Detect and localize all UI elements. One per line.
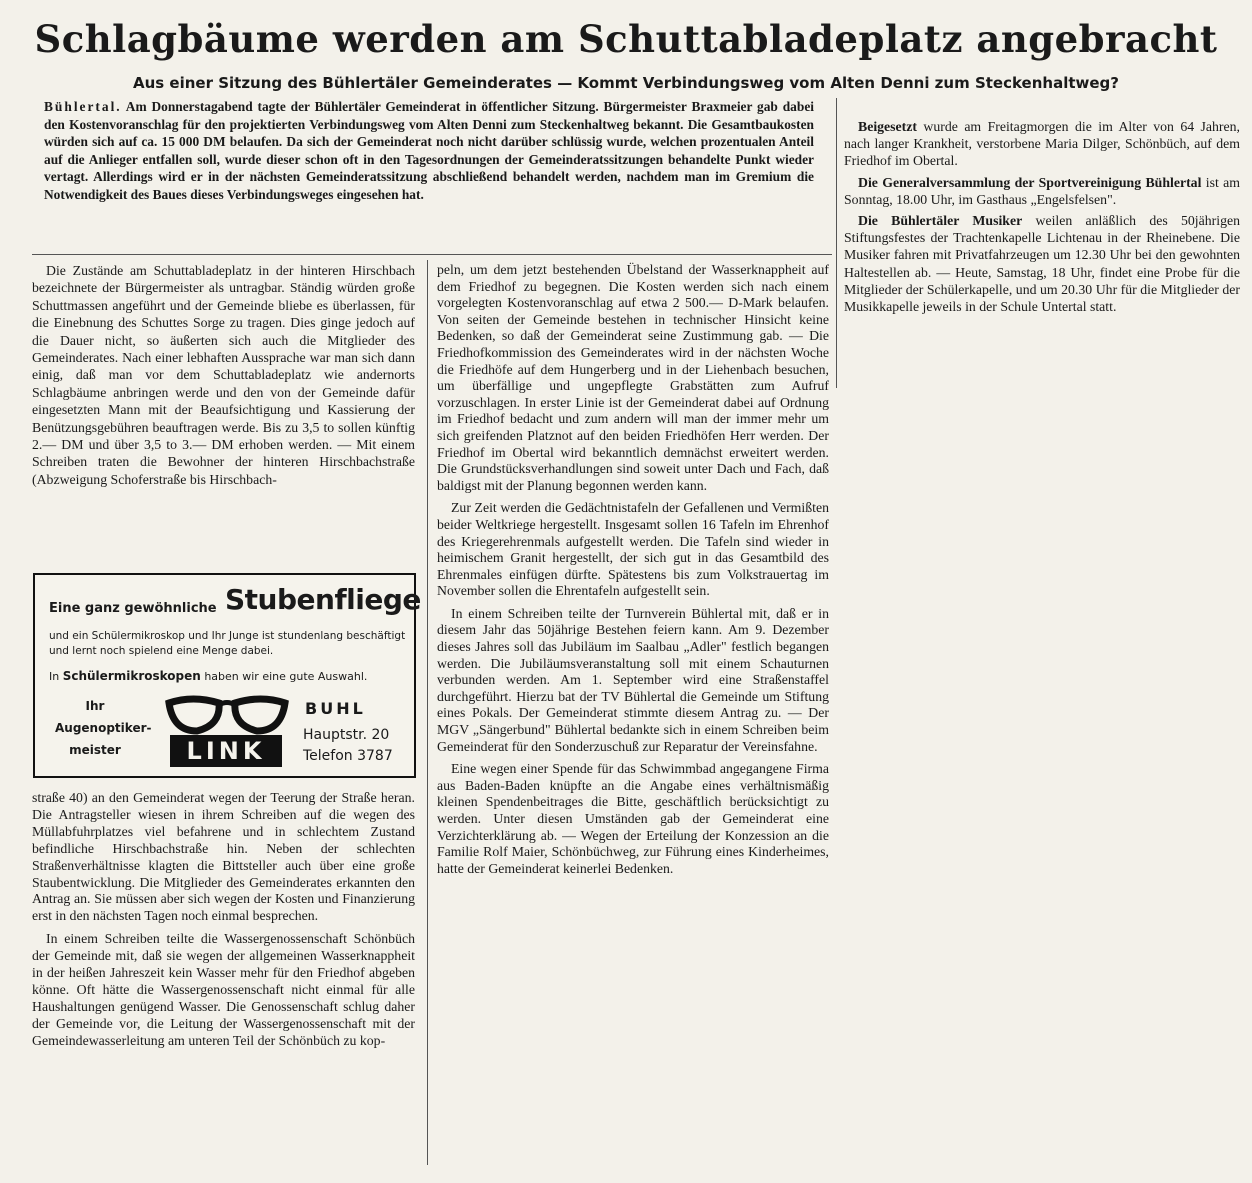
paragraph-text: wurde am Freitagmorgen die im Alter von 64 Jahren, nach langer Krankheit, verstorbene Maria Dilger, Schönbüch, auf dem Friedhof im Obertal. <box>844 119 1240 169</box>
advertisement <box>33 573 421 778</box>
paragraph: Eine wegen einer Spende für das Schwimmbad angegangene Firma aus Baden-Baden knüpfte an die Angabe eines verhältnismäßig kleinen Spendenbeitrages die Bitte, geschäftlich berücksichtigt zu werden. Unter diesen Umständen gab der Gemeinderat eine Verzichterklärung ab. — Wegen der Erteilung der Konzession an die Familie Rolf Maier, Schönbüchweg, zur Führung eines Kinderheimes, hatte der Gemeinderat keinerlei Bedenken. <box>437 761 829 876</box>
paragraph: In einem Schreiben teilte der Turnverein Bühlertal mit, daß er in diesem Jahr das 50jährige Bestehen feiern kann. Am 9. Dezember dieses Jahres soll das Jubiläum im Saalbau „Adler" festlich begangen werden. Die Jubiläumsveranstaltung soll mit einem Schauturnen verbunden werden. Am 1. September wird eine Straßenstaffel durchgeführt. Hierzu bat der TV Bühlertal die Gemeinde um Stiftung eines Pokals. Der Gemeinderat stimmte diesem Antrag zu. — Der MGV „Sängerbund" Bühlertal bedankte sich in einem Schreiben beim Gemeinderat für den Sonderzuschuß zur Reparatur der Vereinsfahne. <box>437 605 829 754</box>
paragraph-text: ist am Sonntag, 18.00 Uhr, im Gasthaus „Engelsfelsen". <box>844 174 1240 207</box>
paragraph-lead: Beigesetzt <box>858 119 917 134</box>
paragraph: straße 40) an den Gemeinderat wegen der Teerung der Straße heran. Die Antragsteller wiesen in ihrem Schreiben auf die wegen des Müllabfuhrplatzes viel befahrene und in schlechtem Zustand befindliche Hirschbachstraße hin. Neben der schlechten Straßenverhältnisse klagten die Bittsteller auch über eine große Staubentwicklung. Die Mitglieder des Gemeinderates erkannten den Antrag an. Sie müssen aber sich wegen der Kosten und Finanzierung erst in den nächsten Tagen noch einmal besprechen. <box>32 790 415 924</box>
paragraph: In einem Schreiben teilte die Wassergenossenschaft Schönbüch der Gemeinde mit, daß sie wegen der allgemeinen Wasserknappheit in der heißen Jahreszeit kein Wasser mehr für den Friedhof abgeben könne. Oft hätte die Wassergenossenschaft nicht einmal für alle Haushaltungen genügend Wasser. Die Genossenschaft schlug daher der Gemeinde vor, die Leitung der Wassergenossenschaft mit der Gemeindewasserleitung am unteren Teil der Schönbüch zu kop- <box>32 931 415 1048</box>
ad-in: In <box>49 670 60 683</box>
ad-your: Ihr <box>85 699 105 713</box>
column-2 <box>437 262 829 1167</box>
lead-text: Am Donnerstagabend tagte der Bühlertäler Gemeinderat in öffentlicher Sitzung. Bürgermeister Braxmeier gab dabei den Kostenvoranschlag für den projektierten Verbindungsweg vom Alten Denni zum Steckenhaltweg bekannt. Die Gesamtbaukosten würden sich auf ca. 15 000 DM belaufen. Da sich der Gemeinderat noch nicht darüber schlüssig wurde, welchen prozentualen Anteil auf die Anlieger entfallen soll, wurde dieser schon oft in den Tagesordnungen der Gemeinderatssitzungen behandelte Punkt wieder vertagt. Allerdings wird er in der nächsten Gemeinderatssitzung abschließend behandelt werden, nachdem man im Gremium die Notwendigkeit des Baues dieses Verbindungsweges eingesehen hat. <box>44 99 814 202</box>
paragraph-text: weilen anläßlich des 50jährigen Stiftungsfestes der Trachtenkapelle Lichtenau in der Rheinebene. Die Musiker fahren mit Privatfahrzeugen um 12.30 Uhr bei den gewohnten Haltestellen ab. — Heute, Samstag, 18 Uhr, findet eine Probe für die Mitglieder der Schülerkapelle, und um 20.30 Uhr für die Mitglieder der Musikkapelle jeweils in der Schule Untertal statt. <box>844 213 1240 315</box>
column-1-top <box>32 262 415 574</box>
ad-product: Schülermikroskopen <box>62 669 201 683</box>
ad-intro: Eine ganz gewöhnliche <box>49 601 217 616</box>
ad-body: und ein Schülermikroskop und Ihr Junge ist stundenlang beschäftigt und lernt noch spielend eine Menge dabei. <box>49 630 406 657</box>
headline: Schlagbäume werden am Schuttabladeplatz angebracht <box>34 17 1218 61</box>
ad-profession <box>55 695 152 761</box>
ad-offer <box>49 669 367 683</box>
ad-headline: Stubenfliege <box>225 583 421 616</box>
ad-phone: Telefon 3787 <box>303 748 393 764</box>
paragraph: Zur Zeit werden die Gedächtnistafeln der Gefallenen und Vermißten beider Weltkriege hergestellt. Insgesamt sollen 16 Tafeln im Ehrenhof des Kriegerehrenmals aufgestellt werden. Die Tafeln sind wieder in heimischem Granit hergestellt, der sich gut in das Gesamtbild des Ehrenmales einfügen dürfte. Spätestens bis zum Volkstrauertag im November sollen die Ehrentafeln aufgestellt sein. <box>437 500 829 599</box>
column-rule <box>836 98 837 388</box>
column-rule <box>32 254 832 255</box>
paragraph: peln, um dem jetzt bestehenden Übelstand der Wasserknappheit auf dem Friedhof zu begegnen. Die Kosten werden sich nach einem vorgelegten Kostenvoranschlag auf etwa 2 500.— D-Mark belaufen. Von seiten der Gemeinde bestehen in technischer Hinsicht keine Bedenken, so daß der Gemeinderat seine Zustimmung gab. — Die Friedhofkommission des Gemeinderates wird in der nächsten Woche die Friedhöfe auf dem Hungerberg und in der Liehenbach besuchen, um überfällige und ungepflegte Grabstätten zum Aufruf vorzuschlagen. In erster Linie ist der Gemeinderat dabei auf Ordnung im Friedhof bedacht und zum andern will man der immer mehr um sich greifenden Platznot auf den beiden Friedhöfen Herr werden. Der Friedhof im Obertal wird bekanntlich demnächst erweitert werden. Die Grundstücksverhandlungen sind soweit unter Dach und Fach, daß baldigst mit der Planung begonnen werden kann. <box>437 262 829 493</box>
ad-city: BUHL <box>305 699 366 718</box>
ad-street: Hauptstr. 20 <box>303 727 390 743</box>
ad-selection: haben wir eine gute Auswahl. <box>204 670 368 683</box>
paragraph <box>844 212 1240 315</box>
paragraph-lead: Die Generalversammlung der Sportvereinigung Bühlertal <box>858 174 1202 190</box>
lead-paragraph <box>44 98 814 250</box>
dateline: Bühlertal. <box>44 99 122 114</box>
column-rule <box>427 260 428 1165</box>
paragraph <box>844 118 1240 170</box>
ad-brand-logo: LINK <box>170 735 282 767</box>
paragraph: Die Zustände am Schuttabladeplatz in der hinteren Hirschbach bezeichnete der Bürgermeister als untragbar. Ständig würden große Schuttmassen angeführt und der Gemeinde bliebe es überlassen, für die Einebnung des Schuttes Sorge zu tragen. Dies ginge jedoch auf die Dauer nicht, so äußerten sich auch die Mitglieder des Gemeinderates. Nach einer lebhaften Aussprache war man sich dann einig, daß man vor dem Schuttabladeplatz wie andernorts Schlagbäume anbringen werde und den von der Gemeinde dafür eingesetzten Mann mit der Beaufsichtigung und Kassierung der Benützungsgebühren beauftragen werde. Bis zu 3,5 to sollen künftig 2.— DM und über 3,5 to 3.— DM erhoben werden. — Mit einem Schreiben traten die Bewohner der hinteren Hirschbachstraße (Abzweigung Schoferstraße bis Hirschbach- <box>32 263 415 487</box>
ad-address <box>303 725 393 767</box>
column-3 <box>844 118 1240 388</box>
subheadline: Aus einer Sitzung des Bühlertäler Gemeinderates — Kommt Verbindungsweg vom Alten Denni zum Steckenhaltweg? <box>132 74 1119 92</box>
paragraph-lead: Die Bühlertäler Musiker <box>858 213 1023 229</box>
ad-profession-label: Augenoptiker-meister <box>55 721 152 757</box>
paragraph <box>844 174 1240 208</box>
column-1-bottom <box>32 790 415 1165</box>
eyeglasses-icon <box>163 695 291 737</box>
